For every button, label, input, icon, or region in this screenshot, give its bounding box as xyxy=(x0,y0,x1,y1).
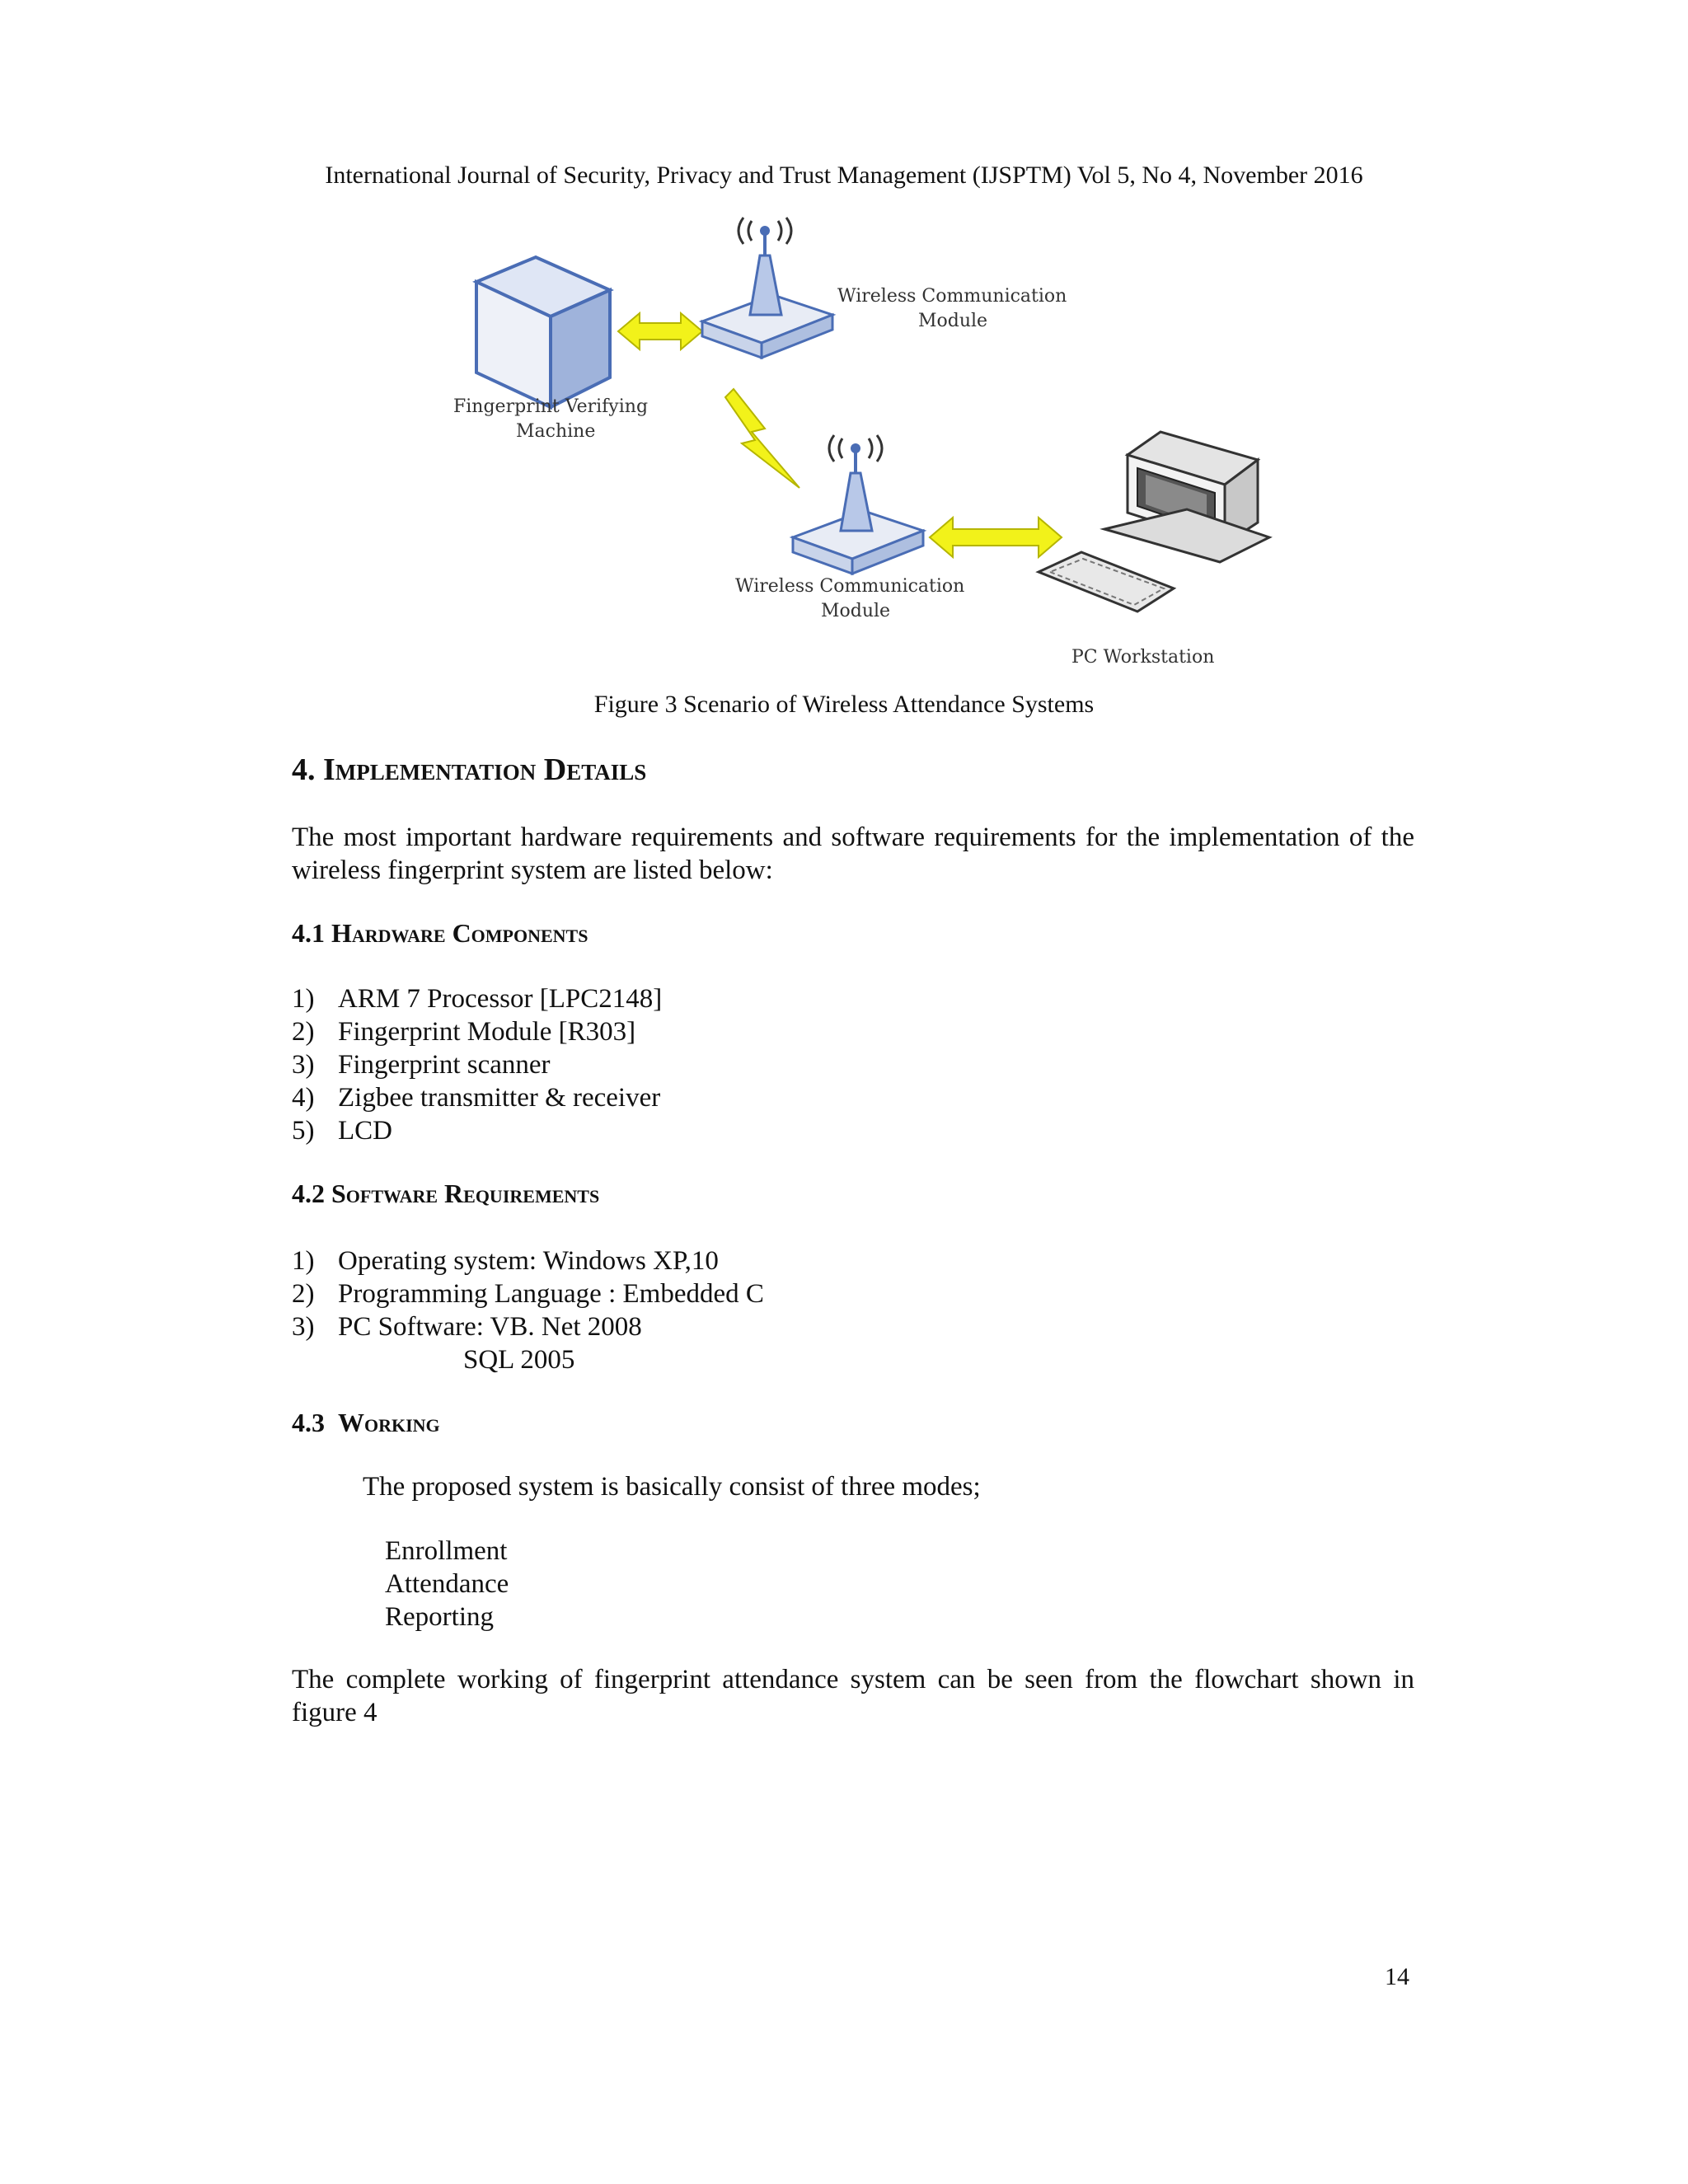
section-4-number: 4. xyxy=(292,752,316,787)
wireless-module-bottom-icon xyxy=(793,435,923,574)
wireless-module-top-icon xyxy=(702,218,832,358)
wcm-top-label-1: Wireless Communication xyxy=(837,286,1067,307)
page-number: 14 xyxy=(1385,1963,1409,1990)
section-4-intro: The most important hardware requirements and software requirements for the implementation of the wireless fingerprint system are listed below: xyxy=(292,823,1414,885)
section-4-3-number: 4.3 xyxy=(292,1408,325,1437)
list-item-number: 2) xyxy=(292,1279,315,1309)
section-4-1-heading xyxy=(292,918,588,949)
wcm-bottom-label-1: Wireless Communication xyxy=(735,576,965,597)
software-list xyxy=(292,1244,764,1376)
pc-workstation-icon xyxy=(1039,432,1269,612)
section-4-2-title: Software Requirements xyxy=(331,1179,600,1208)
section-4-heading xyxy=(292,752,646,788)
list-item-number: 4) xyxy=(292,1083,315,1113)
section-4-title: Implementation Details xyxy=(323,752,647,787)
list-item-text: Programming Language : Embedded C xyxy=(338,1279,764,1309)
wcm-bottom-label-2: Module xyxy=(821,601,891,621)
list-item xyxy=(292,1244,764,1277)
list-item-text: Operating system: Windows XP,10 xyxy=(338,1246,719,1276)
mode-item: Enrollment xyxy=(385,1536,508,1566)
section-4-2-number: 4.2 xyxy=(292,1179,325,1208)
list-item xyxy=(292,1048,662,1081)
fingerprint-machine-icon xyxy=(476,257,610,407)
pc-label: PC Workstation xyxy=(1071,647,1215,668)
list-item-text: Fingerprint Module [R303] xyxy=(338,1017,636,1047)
list-item-number: 5) xyxy=(292,1116,315,1146)
section-4-1-number: 4.1 xyxy=(292,918,325,948)
section-4-3-title: Working xyxy=(338,1408,440,1437)
section-4-3-heading xyxy=(292,1408,440,1438)
wcm-top-label-2: Module xyxy=(918,311,988,331)
list-item xyxy=(292,1310,764,1343)
list-item-text: Zigbee transmitter & receiver xyxy=(338,1083,661,1113)
list-item xyxy=(292,1015,662,1048)
list-item-number: 3) xyxy=(292,1050,315,1080)
list-item-text: PC Software: VB. Net 2008 xyxy=(338,1312,642,1342)
list-item-text: LCD xyxy=(338,1116,392,1146)
modes-list xyxy=(385,1535,509,1633)
fvm-label-1: Fingerprint Verifying xyxy=(453,396,649,417)
double-arrow-top-icon xyxy=(618,313,702,349)
double-arrow-bottom-icon xyxy=(930,518,1062,557)
list-item xyxy=(292,1081,662,1114)
list-item-text: ARM 7 Processor [LPC2148] xyxy=(338,984,663,1014)
working-closing: The complete working of fingerprint attendance system can be seen from the flowchart shown in figure 4 xyxy=(292,1665,1414,1727)
hardware-list xyxy=(292,982,662,1147)
fvm-label-2: Machine xyxy=(516,421,596,442)
mode-item: Attendance xyxy=(385,1569,509,1599)
mode-item: Reporting xyxy=(385,1602,494,1632)
list-item-text: SQL 2005 xyxy=(463,1345,575,1375)
list-item xyxy=(292,1277,764,1310)
list-item-number: 3) xyxy=(292,1312,315,1342)
figure-caption: Figure 3 Scenario of Wireless Attendance Systems xyxy=(593,691,1095,718)
list-item-number: 1) xyxy=(292,1246,315,1276)
wireless-attendance-figure xyxy=(445,216,1302,677)
working-intro: The proposed system is basically consist of three modes; xyxy=(363,1472,981,1502)
list-item xyxy=(292,982,662,1015)
list-item-continuation xyxy=(292,1343,764,1376)
lightning-icon xyxy=(725,389,799,488)
running-head: International Journal of Security, Privacy and Trust Management (IJSPTM) Vol 5, No 4, November 2016 xyxy=(325,162,1363,189)
section-4-2-heading xyxy=(292,1179,599,1209)
list-item-number: 2) xyxy=(292,1017,315,1047)
list-item-text: Fingerprint scanner xyxy=(338,1050,551,1080)
list-item-number: 1) xyxy=(292,984,315,1014)
list-item xyxy=(292,1114,662,1147)
section-4-1-title: Hardware Components xyxy=(331,918,588,948)
